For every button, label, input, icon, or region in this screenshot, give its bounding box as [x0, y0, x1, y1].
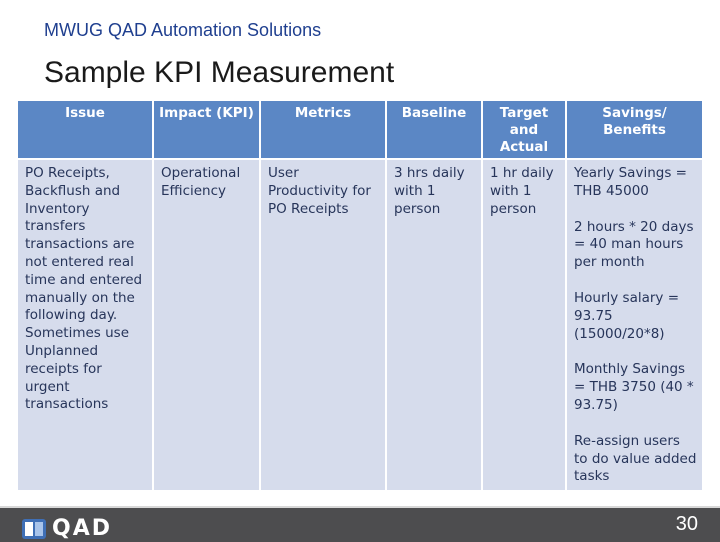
table-row [18, 159, 702, 490]
cell-baseline: 3 hrs daily with 1 person [386, 159, 482, 490]
column-header-impact: Impact (KPI) [153, 101, 260, 159]
savings-monthly: Monthly Savings = THB 3750 (40 * 93.75) [574, 361, 694, 413]
cell-savings [566, 159, 702, 490]
kpi-table [18, 101, 702, 490]
column-header-metrics: Metrics [260, 101, 386, 159]
savings-reassign: Re-assign users to do value added tasks [574, 432, 697, 485]
cell-impact: Operational Efficiency [153, 159, 260, 490]
presentation-supertitle: MWUG QAD Automation Solutions [44, 20, 322, 40]
slide-title: Sample KPI Measurement [44, 56, 395, 89]
kpi-table-container [18, 101, 702, 488]
savings-hourly-salary: Hourly salary = 93.75 (15000/20*8) [574, 289, 680, 342]
logo-text: QAD [52, 516, 112, 541]
column-header-baseline: Baseline [386, 101, 482, 159]
qad-logo [22, 516, 112, 541]
column-header-target: Target and Actual [482, 101, 566, 159]
savings-man-hours: 2 hours * 20 days = 40 man hours per month [574, 218, 694, 271]
qad-logo-icon [22, 519, 46, 539]
footer-bar [0, 506, 720, 542]
savings-yearly: Yearly Savings = THB 45000 [574, 165, 687, 199]
table-header-row [18, 101, 702, 159]
column-header-issue: Issue [18, 101, 153, 159]
column-header-savings: Savings/ Benefits [566, 101, 702, 159]
cell-target: 1 hr daily with 1 person [482, 159, 566, 490]
cell-metrics: User Productivity for PO Receipts [260, 159, 386, 490]
page-number: 30 [675, 513, 698, 535]
cell-issue: PO Receipts, Backflush and Inventory transfers transactions are not entered real time and entered manually on the following day. Sometimes use Unplanned receipts for urgent transactions [18, 159, 153, 490]
